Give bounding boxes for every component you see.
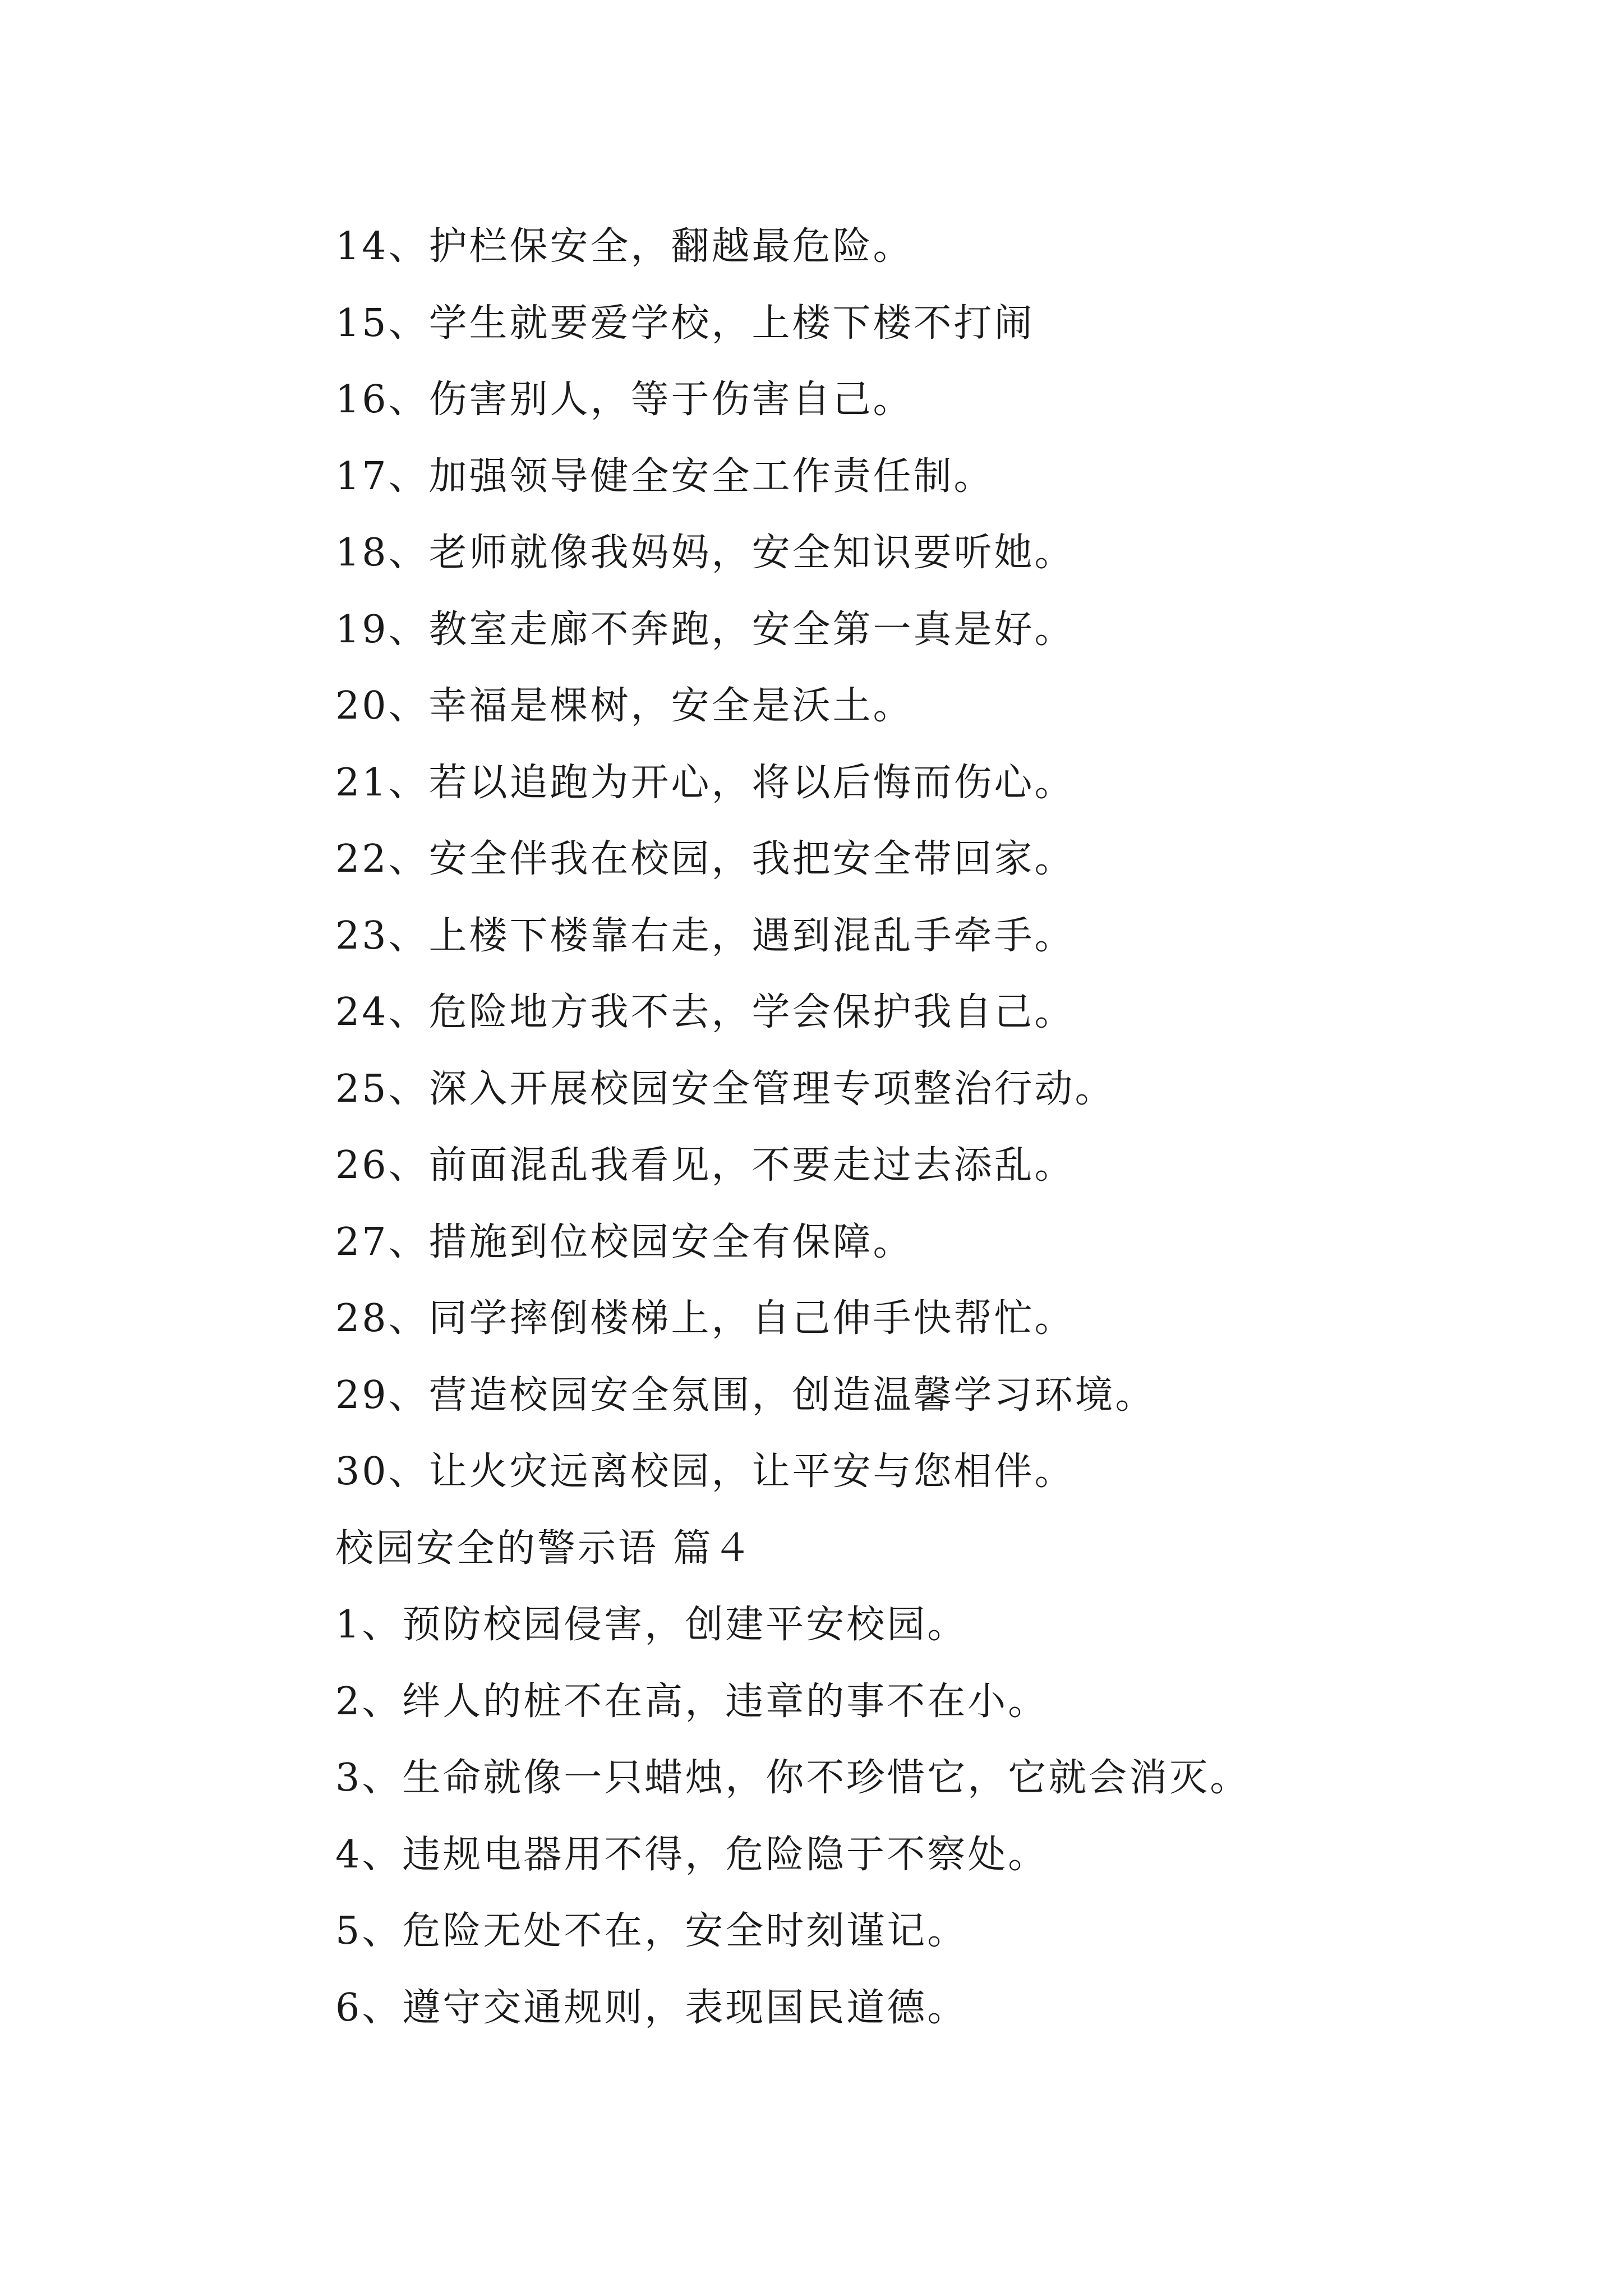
slogan-line: 4、违规电器用不得，危险隐于不察处。 [335, 1832, 1049, 1877]
slogan-line: 3、生命就像一只蜡烛，你不珍惜它，它就会消灭。 [335, 1756, 1251, 1800]
slogan-line: 25、深入开展校园安全管理专项整治行动。 [335, 1066, 1115, 1111]
slogan-line: 20、幸福是棵树，安全是沃土。 [335, 684, 914, 728]
slogan-line: 26、前面混乱我看见，不要走过去添乱。 [335, 1143, 1075, 1188]
slogan-line: 29、营造校园安全氛围，创造温馨学习环境。 [335, 1373, 1156, 1418]
slogan-line: 30、让火灾远离校园，让平安与您相伴。 [335, 1450, 1075, 1494]
slogan-line: 21、若以追跑为开心，将以后悔而伤心。 [335, 760, 1075, 805]
slogan-line: 1、预防校园侵害，创建平安校园。 [335, 1603, 968, 1647]
slogan-line: 2、绊人的桩不在高，违章的事不在小。 [335, 1679, 1049, 1724]
slogan-line: 19、教室走廊不奔跑，安全第一真是好。 [335, 607, 1075, 652]
slogan-line: 24、危险地方我不去，学会保护我自己。 [335, 990, 1075, 1034]
section-heading: 校园安全的警示语 篇４ [335, 1526, 754, 1571]
slogan-line: 16、伤害别人，等于伤害自己。 [335, 378, 914, 422]
document-body [335, 209, 1513, 2046]
slogan-line: 27、措施到位校园安全有保障。 [335, 1220, 914, 1264]
slogan-line: 18、老师就像我妈妈，安全知识要听她。 [335, 531, 1075, 575]
slogan-line: 28、同学摔倒楼梯上，自己伸手快帮忙。 [335, 1296, 1075, 1341]
slogan-line: 15、学生就要爱学校，上楼下楼不打闹 [335, 301, 1035, 346]
slogan-line: 5、危险无处不在，安全时刻谨记。 [335, 1909, 968, 1953]
slogan-line: 23、上楼下楼靠右走，遇到混乱手牵手。 [335, 913, 1075, 958]
slogan-line: 22、安全伴我在校园，我把安全带回家。 [335, 837, 1075, 881]
slogan-line: 6、遵守交通规则，表现国民道德。 [335, 1985, 968, 2030]
slogan-line: 14、护栏保安全，翻越最危险。 [335, 224, 914, 269]
slogan-line: 17、加强领导健全安全工作责任制。 [335, 454, 994, 499]
